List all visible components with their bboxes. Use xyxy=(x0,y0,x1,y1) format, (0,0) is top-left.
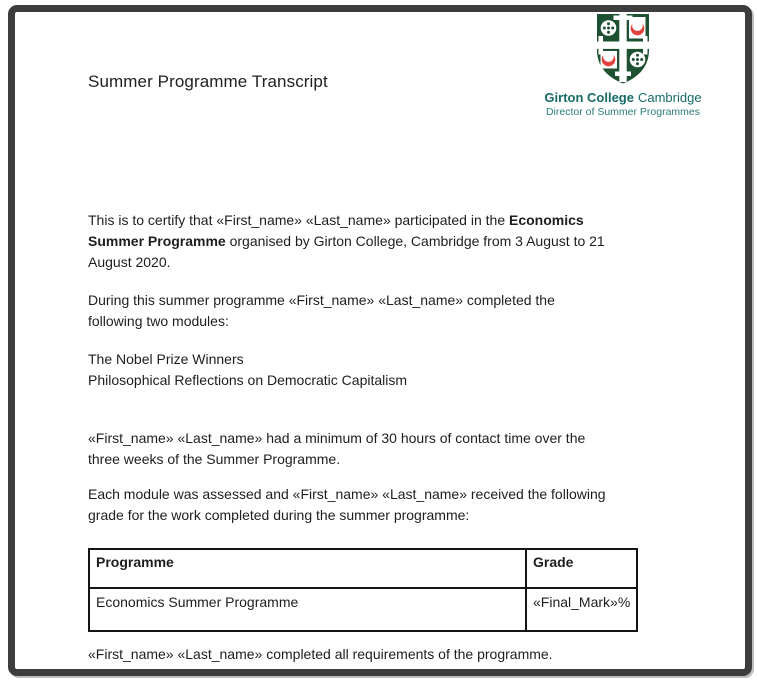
text-line: three weeks of the Summer Programme. xyxy=(88,451,341,467)
college-subtitle: Director of Summer Programmes xyxy=(545,106,701,118)
text-line: The Nobel Prize Winners xyxy=(88,351,244,367)
text-line: «First_name» «Last_name» had a minimum of 30 hours of contact time over the xyxy=(88,430,586,446)
paragraph-modules-intro xyxy=(88,290,678,332)
page-title: Summer Programme Transcript xyxy=(88,72,328,91)
text-line: Summer Programme organised by Girton College, Cambridge from 3 August to 21 xyxy=(88,233,605,249)
text-line: «First_name» «Last_name» completed all requirements of the programme. xyxy=(88,646,553,662)
text-line: grade for the work completed during the summer programme: xyxy=(88,507,470,523)
text-line: following two modules: xyxy=(88,313,229,329)
grades-table-header-row xyxy=(89,549,637,588)
college-name-city: Cambridge xyxy=(637,90,702,105)
grades-table xyxy=(88,548,638,632)
text-line: During this summer programme «First_name» «Last_name» completed the xyxy=(88,292,555,308)
text-line: This is to certify that «First_name» «Last_name» participated in the Economics xyxy=(88,212,584,228)
text-line: August 2020. xyxy=(88,254,171,270)
college-name xyxy=(538,90,708,105)
paragraph-contact-time xyxy=(88,428,678,470)
table-row xyxy=(89,588,637,631)
college-logo xyxy=(538,12,708,118)
paragraph-modules-list xyxy=(88,349,678,391)
girton-crest-icon xyxy=(595,12,651,85)
paragraph-completion xyxy=(88,644,678,665)
text-line: Each module was assessed and «First_name» «Last_name» received the following xyxy=(88,486,606,502)
paragraph-certification xyxy=(88,210,678,273)
college-name-bold: Girton College xyxy=(544,90,634,105)
text-line: Philosophical Reflections on Democratic Capitalism xyxy=(88,372,408,388)
table-header-cell: Grade xyxy=(526,549,637,588)
table-cell: Economics Summer Programme xyxy=(89,588,526,631)
paragraph-assessment xyxy=(88,484,678,526)
table-cell: «Final_Mark»% xyxy=(526,588,637,631)
table-header-cell: Programme xyxy=(89,549,526,588)
